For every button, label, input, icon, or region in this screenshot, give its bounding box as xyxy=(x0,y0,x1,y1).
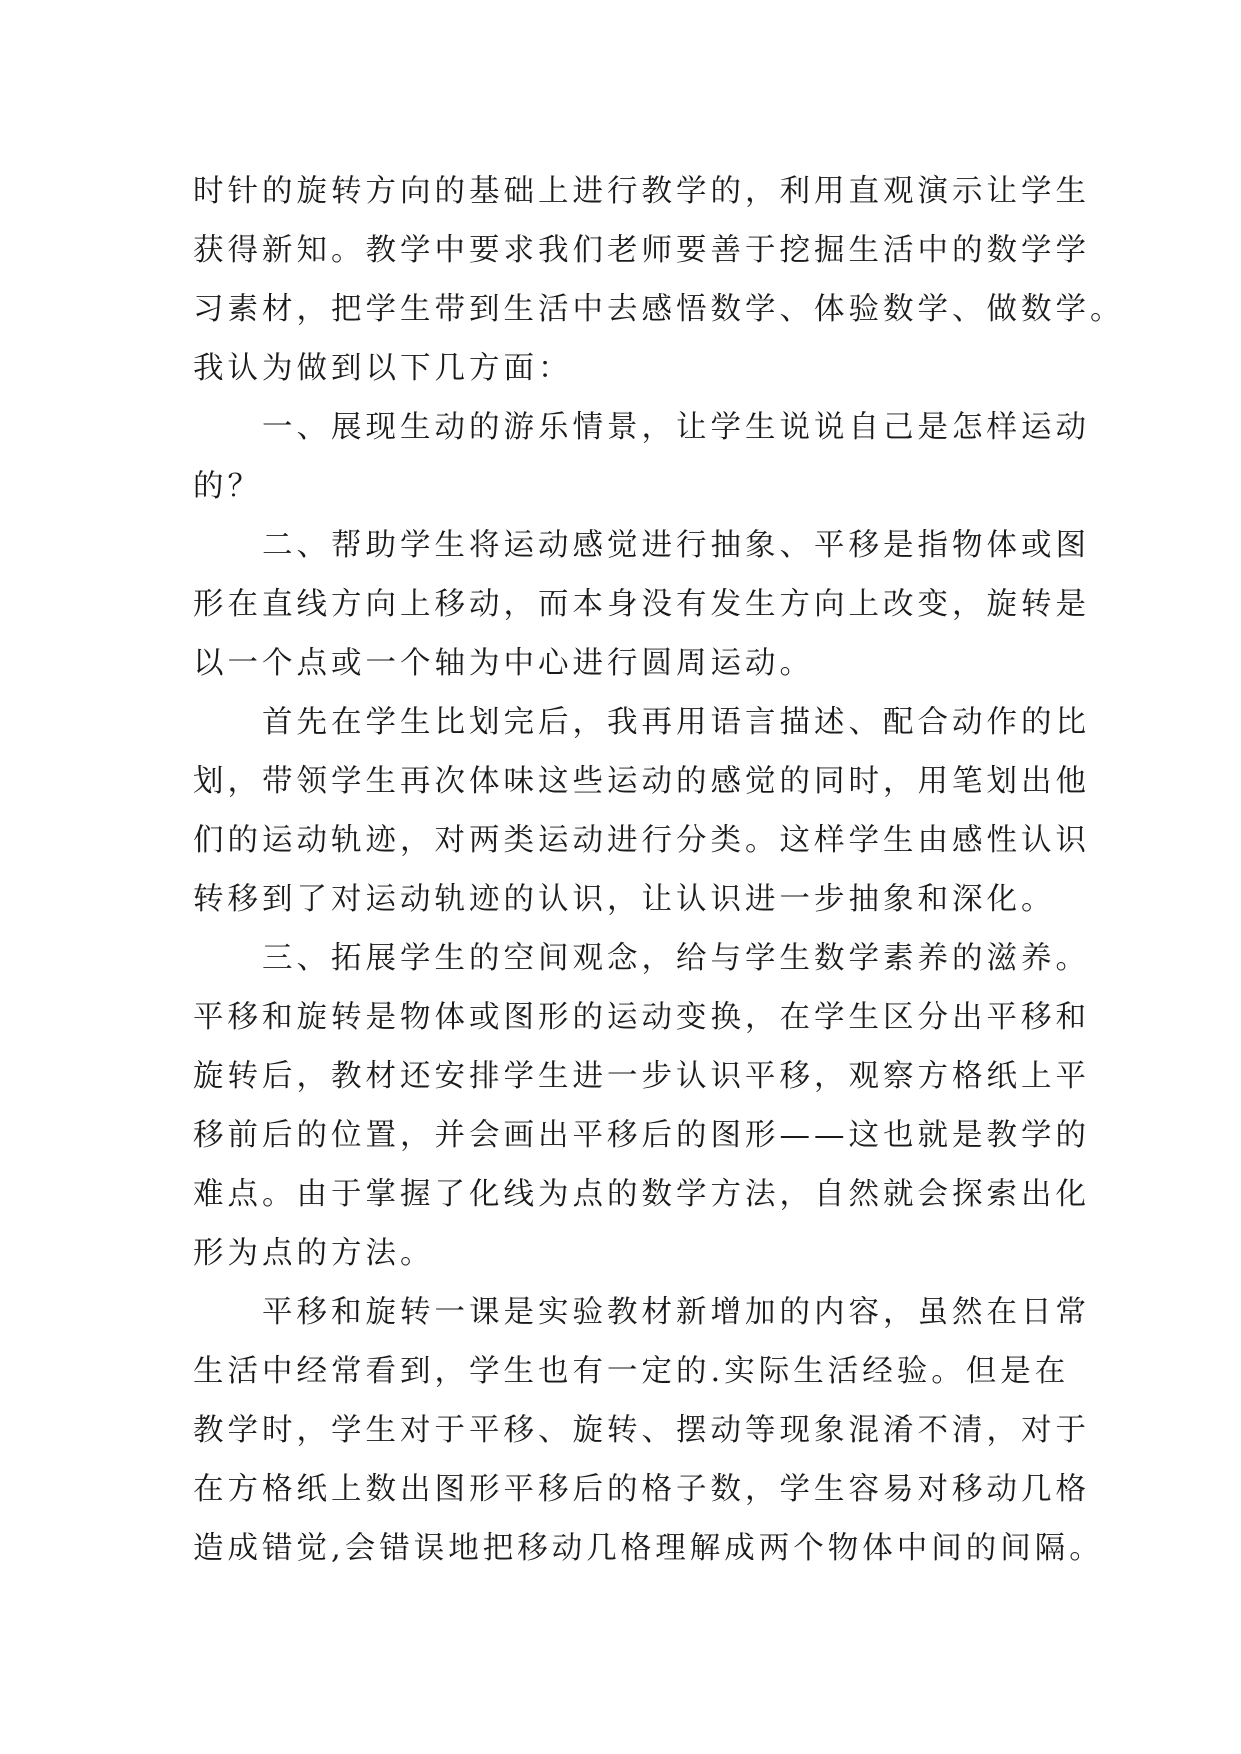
text-line: 转移到了对运动轨迹的认识，让认识进一步抽象和深化。 xyxy=(193,882,1056,917)
text-line: 造成错觉,会错误地把移动几格理解成两个物体中间的间隔。 xyxy=(193,1531,1104,1566)
text-line: 首先在学生比划完后，我再用语言描述、配合动作的比 xyxy=(193,705,1090,740)
document-page xyxy=(193,162,1125,1578)
text-line: 平移和旋转一课是实验教材新增加的内容，虽然在日常 xyxy=(193,1295,1090,1330)
text-line: 在方格纸上数出图形平移后的格子数，学生容易对移动几格 xyxy=(193,1472,1090,1507)
text-line: 获得新知。教学中要求我们老师要善于挖掘生活中的数学学 xyxy=(193,233,1090,268)
text-line: 时针的旋转方向的基础上进行教学的，利用直观演示让学生 xyxy=(193,174,1090,209)
text-line: 平移和旋转是物体或图形的运动变换，在学生区分出平移和 xyxy=(193,1000,1090,1035)
text-line: 二、帮助学生将运动感觉进行抽象、平移是指物体或图 xyxy=(193,528,1090,563)
text-line: 难点。由于掌握了化线为点的数学方法，自然就会探索出化 xyxy=(193,1177,1090,1212)
text-line: 形在直线方向上移动，而本身没有发生方向上改变，旋转是 xyxy=(193,587,1090,622)
text-line: 旋转后，教材还安排学生进一步认识平移，观察方格纸上平 xyxy=(193,1059,1090,1094)
text-line: 形为点的方法。 xyxy=(193,1236,435,1271)
text-line: 划，带领学生再次体味这些运动的感觉的同时，用笔划出他 xyxy=(193,764,1090,799)
text-line: 我认为做到以下几方面： xyxy=(193,351,573,386)
text-line: 的？ xyxy=(193,469,262,504)
text-line: 们的运动轨迹，对两类运动进行分类。这样学生由感性认识 xyxy=(193,823,1090,858)
text-line: 移前后的位置，并会画出平移后的图形——这也就是教学的 xyxy=(193,1118,1090,1153)
text-line: 一、展现生动的游乐情景，让学生说说自己是怎样运动 xyxy=(193,410,1090,445)
text-line: 习素材，把学生带到生活中去感悟数学、体验数学、做数学。 xyxy=(193,292,1125,327)
text-line: 三、拓展学生的空间观念，给与学生数学素养的滋养。 xyxy=(193,941,1090,976)
text-line: 生活中经常看到，学生也有一定的.实际生活经验。但是在 xyxy=(193,1354,1070,1389)
text-line: 以一个点或一个轴为中心进行圆周运动。 xyxy=(193,646,814,681)
text-line: 教学时，学生对于平移、旋转、摆动等现象混淆不清，对于 xyxy=(193,1413,1090,1448)
